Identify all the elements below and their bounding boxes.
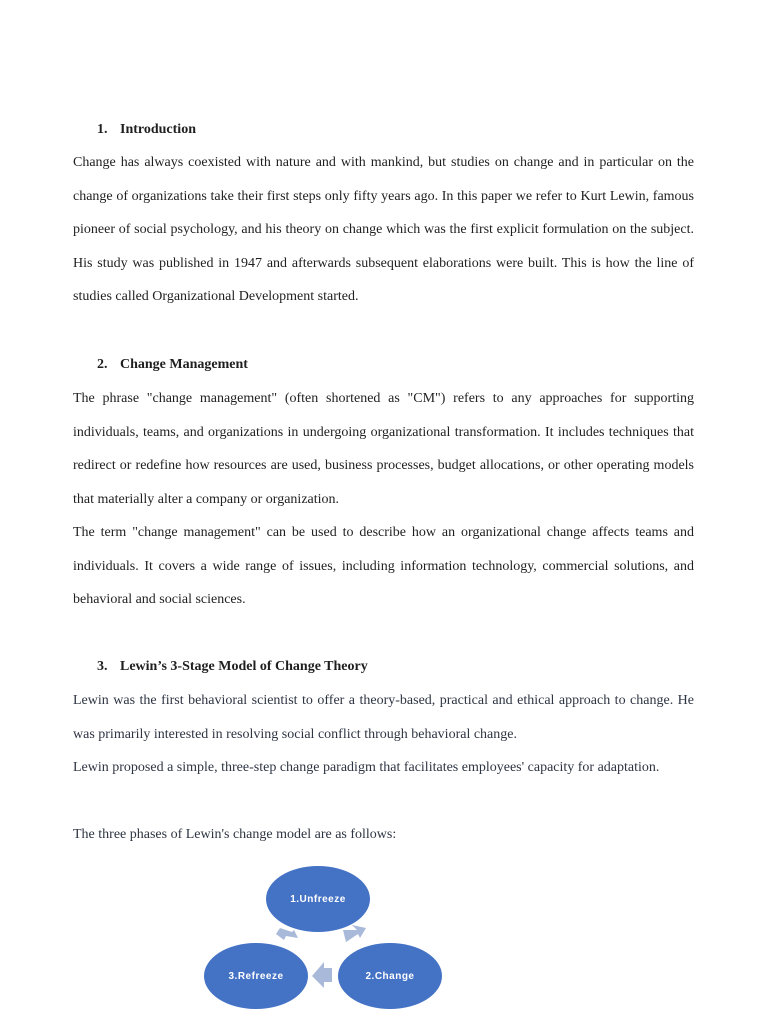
paragraph: The phrase "change management" (often shortened as "CM") refers to any approaches for supporting individuals, teams, and organizations in undergoing organizational transformation. It includes techniques that redirect or redefine how resources are used, business processes, budget allocations, or other operating models that materially alter a company or organization.: [73, 391, 694, 507]
section-number: 3.: [97, 659, 108, 674]
section-title: Change Management: [120, 357, 248, 372]
paragraph: Lewin was the first behavioral scientist to offer a theory-based, practical and ethical approach to change. He was primarily interested in resolving social conflict through behavioral change.: [73, 693, 694, 742]
lewin-cycle-diagram: [200, 860, 450, 1020]
section-number: 2.: [97, 357, 108, 372]
section-title: Lewin’s 3-Stage Model of Change Theory: [120, 659, 368, 674]
node-refreeze: 3.Refreeze: [204, 943, 308, 1009]
section-number: 1.: [97, 122, 108, 137]
paragraph: Change has always coexisted with nature and with mankind, but studies on change and in particular on the change of organizations take their first steps only fifty years ago. In this paper we refer to Kurt Lewin, famous pioneer of social psychology, and his theory on change which was the first explicit formulation on the subject. His study was published in 1947 and afterwards subsequent elaborations were built. This is how the line of studies called Organizational Development started.: [73, 155, 694, 305]
paragraph: The term "change management" can be used to describe how an organizational change affects teams and individuals. It covers a wide range of issues, including information technology, commercial solutions, and behavioral and social sciences.: [73, 525, 694, 608]
arrow-unfreeze-to-change-icon: [343, 925, 366, 942]
section-heading-change-management: [97, 355, 248, 375]
section-heading-introduction: [97, 120, 196, 140]
paragraph: The three phases of Lewin's change model are as follows:: [73, 827, 397, 842]
node-unfreeze: 1.Unfreeze: [266, 866, 370, 932]
paragraph: Lewin proposed a simple, three-step change paradigm that facilitates employees' capacity for adaptation.: [73, 760, 660, 775]
section-title: Introduction: [120, 122, 196, 137]
arrow-change-to-refreeze-icon: [312, 962, 332, 988]
section-heading-lewin-model: [97, 657, 368, 677]
node-change: 2.Change: [338, 943, 442, 1009]
arrow-refreeze-to-unfreeze-icon: [276, 928, 298, 940]
